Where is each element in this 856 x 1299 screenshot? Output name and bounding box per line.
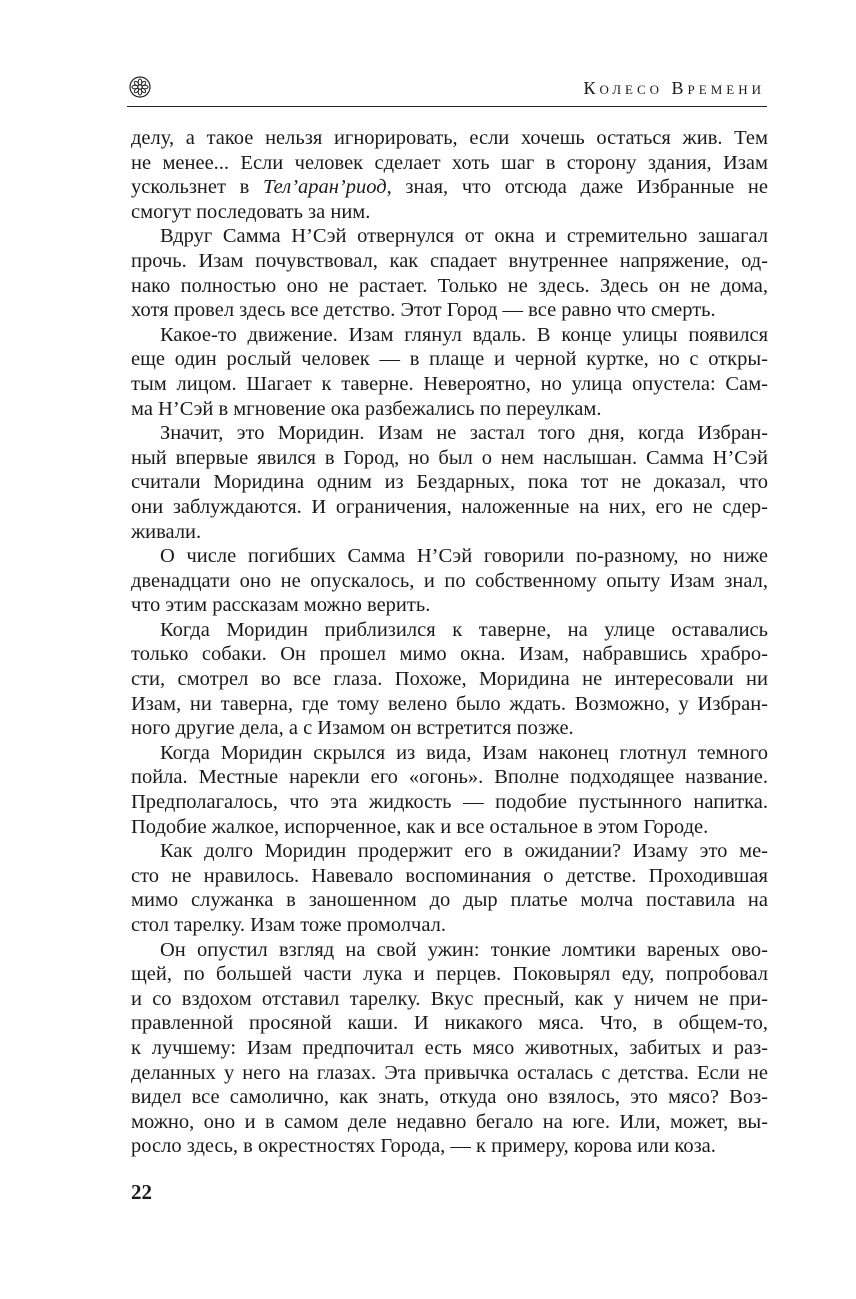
- text-line: они заблуждаются. И ограничения, наложенные на них, его не сдер-: [131, 495, 768, 518]
- text-line: Изам, ни таверна, где тому велено было ждать. Возможно, у Избран-: [131, 692, 768, 715]
- text-line: [131, 175, 768, 200]
- running-title: Колесо Времени: [583, 78, 765, 98]
- page-number: 22: [131, 1180, 152, 1204]
- text-line: пойла. Местные нарекли его «огонь». Вполне подходящее название.: [131, 766, 768, 789]
- body-text: [131, 126, 768, 1159]
- text-line: нако полностью оно не растает. Только не здесь. Здесь он не дома,: [131, 274, 768, 297]
- text-line: Какое-то движение. Изам глянул вдаль. В конце улицы появился: [160, 323, 768, 346]
- text-line: правленной просяной каши. И никакого мяса. Что, в общем-то,: [131, 1012, 768, 1035]
- text-line: прочь. Изам почувствовал, как спадает внутреннее напряжение, од-: [131, 249, 768, 272]
- text-line: сто не нравилось. Навевало воспоминания о детстве. Проходившая: [131, 864, 768, 887]
- text-line: хотя провел здесь все детство. Этот Город — все равно что смерть.: [131, 299, 716, 322]
- text-line: живали.: [131, 520, 202, 543]
- text-line: можно, оно и в самом деле недавно бегало на юге. Или, может, вы-: [131, 1110, 768, 1133]
- ornamental-circle-icon: [129, 76, 151, 98]
- text-line: Он опустил взгляд на свой ужин: тонкие ломтики вареных ово-: [160, 938, 768, 961]
- text-line: Вдруг Самма Н’Сэй отвернулся от окна и стремительно зашагал: [160, 225, 768, 248]
- running-header: [127, 74, 767, 107]
- text-line: Когда Моридин скрылся из вида, Изам наконец глотнул темного: [160, 741, 768, 764]
- text-line: тым лицом. Шагает к таверне. Невероятно, но улица опустела: Сам-: [131, 372, 768, 395]
- text-line: О числе погибших Самма Н’Сэй говорили по-разному, но ниже: [160, 545, 768, 568]
- text-line: ма Н’Сэй в мгновение ока разбежались по переулкам.: [131, 397, 602, 420]
- text-line: Как долго Моридин продержит его в ожидании? Изаму это ме-: [160, 840, 768, 863]
- text-line: Предполагалось, что эта жидкость — подобие пустынного напитка.: [131, 791, 768, 814]
- text-line: Когда Моридин приблизился к таверне, на улице оставались: [160, 618, 768, 641]
- text-line: двенадцати оно не опускалось, и по собственному опыту Изам знал,: [131, 569, 768, 592]
- text-line: к лучшему: Изам предпочитал есть мясо животных, забитых и раз-: [131, 1036, 768, 1059]
- text-line: только собаки. Он прошел мимо окна. Изам, набравшись храбро-: [131, 643, 768, 666]
- text-line: ный впервые явился в Город, но был о нем наслышан. Самма Н’Сэй: [131, 446, 768, 469]
- text-fragment: ускользнет в: [131, 176, 263, 199]
- italic-term: Тел’аран’риод: [263, 176, 387, 199]
- text-line: делу, а такое нельзя игнорировать, если хочешь остаться жив. Тем: [131, 127, 768, 149]
- text-line: сти, смотрел во все глаза. Похоже, Моридина не интересовали ни: [131, 668, 768, 691]
- text-line: Подобие жалкое, испорченное, как и все остальное в этом Городе.: [131, 815, 709, 838]
- text-line: щей, по большей части лука и перцев. Поковырял еду, попробовал: [131, 963, 768, 986]
- text-line: ного другие дела, а с Изамом он встретится позже.: [131, 717, 574, 740]
- text-line: Значит, это Моридин. Изам не застал того дня, когда Избран-: [160, 422, 768, 445]
- text-line: еще один рослый человек — в плаще и черной куртке, но с откры-: [131, 348, 768, 371]
- text-line: видел все самолично, как знать, откуда оно взялось, это мясо? Воз-: [131, 1086, 768, 1109]
- text-line: росло здесь, в окрестностях Города, — к примеру, корова или коза.: [131, 1135, 716, 1158]
- text-line: деланных у него на глазах. Эта привычка осталась с детства. Если не: [131, 1061, 768, 1084]
- text-line: что этим рассказам можно верить.: [131, 594, 431, 617]
- text-line: мимо служанка в заношенном до дыр платье молча поставила на: [131, 889, 768, 912]
- text-line: и со вздохом отставил тарелку. Вкус пресный, как у ничем не при-: [131, 987, 768, 1010]
- text-line: считали Моридина одним из Бездарных, пока тот не доказал, что: [131, 471, 768, 494]
- text-line: не менее... Если человек сделает хоть шаг в сторону здания, Изам: [131, 151, 768, 174]
- text-fragment: , зная, что отсюда даже Избранные не: [386, 176, 768, 199]
- text-line: смогут последовать за ним.: [131, 200, 371, 223]
- text-line: стол тарелку. Изам тоже промолчал.: [131, 914, 446, 936]
